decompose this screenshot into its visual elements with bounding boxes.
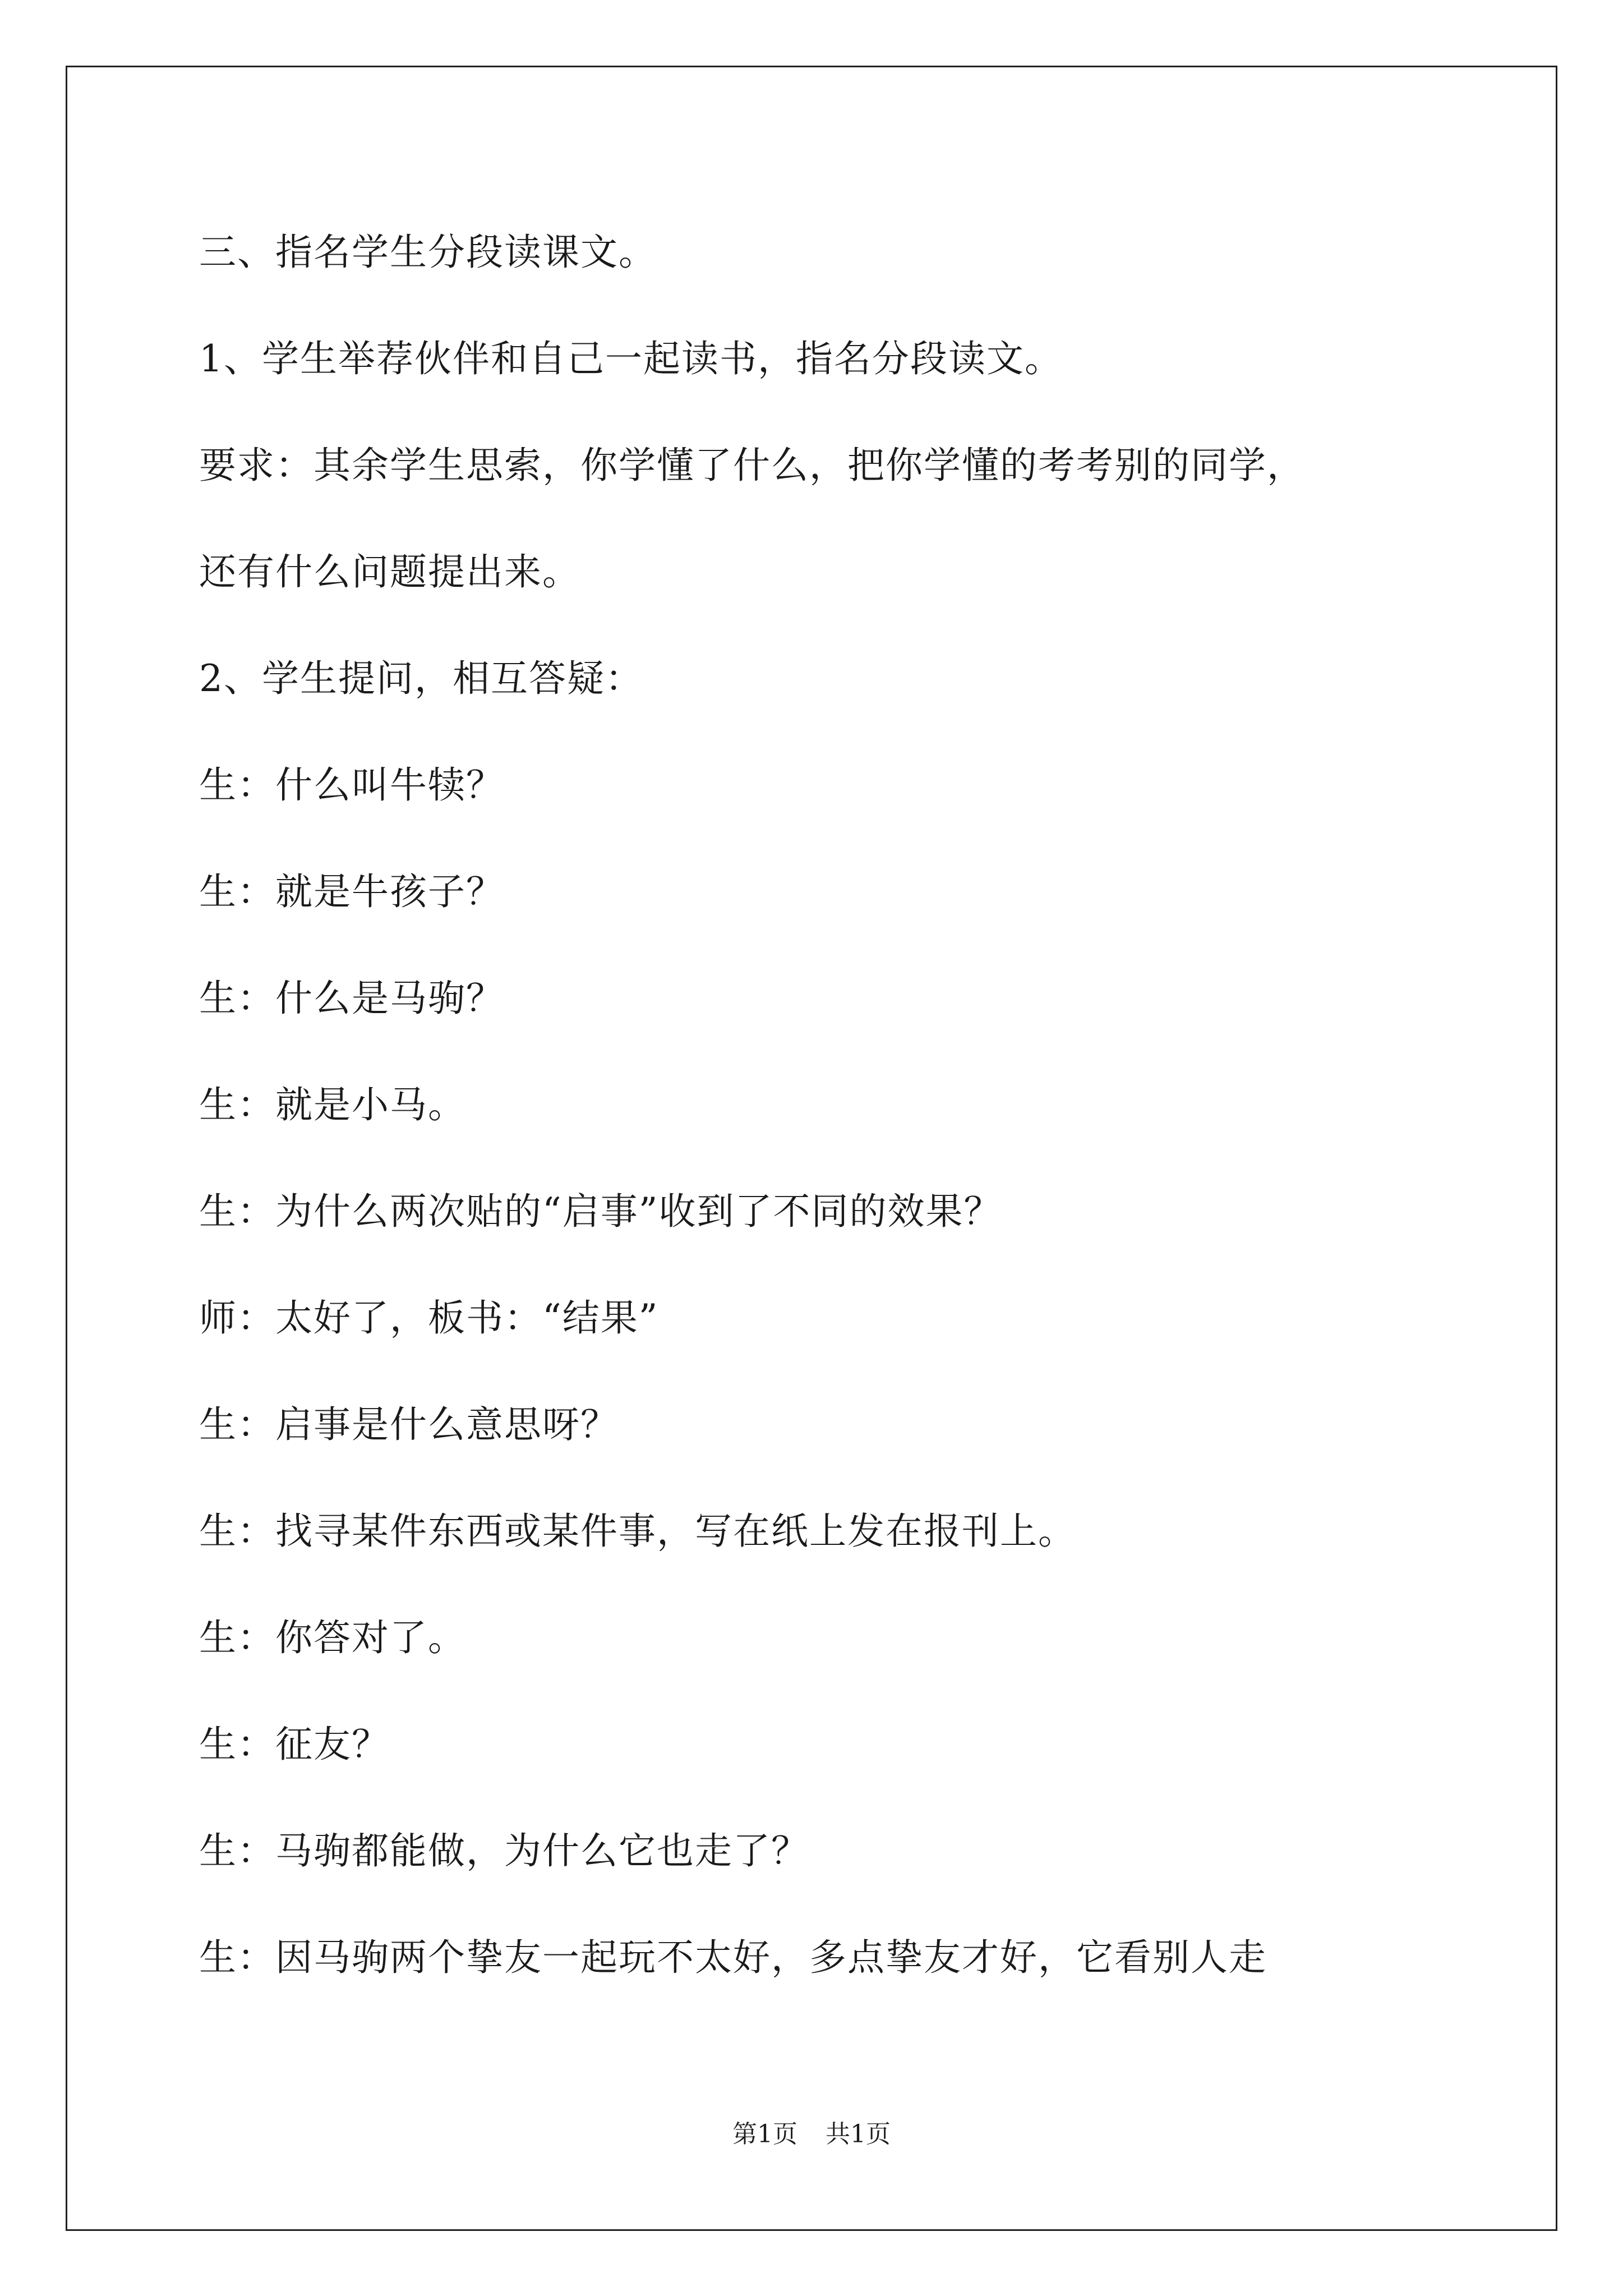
paragraph-4: 2、学生提问，相互答疑： — [199, 657, 643, 700]
page-number-current: 第1页 — [732, 2120, 797, 2148]
paragraph-3-continuation: 还有什么问题提出来。 — [199, 550, 580, 593]
paragraph-3: 要求：其余学生思索，你学懂了什么，把你学懂的考考别的同学， — [199, 444, 1305, 487]
paragraph-2: 1、学生举荐伙伴和自己一起读书，指名分段读文。 — [199, 337, 1063, 380]
page-footer — [0, 2118, 1623, 2151]
dialogue-line-2: 生：就是牛孩子？ — [199, 870, 504, 913]
dialogue-line-12: 生：因马驹两个挚友一起玩不太好，多点挚友才好，它看别人走 — [199, 1936, 1267, 1979]
dialogue-line-6: 师：太好了，板书：“结果” — [199, 1296, 659, 1340]
dialogue-line-4: 生：就是小马。 — [199, 1083, 466, 1126]
dialogue-line-8: 生：找寻某件东西或某件事，写在纸上发在报刊上。 — [199, 1510, 1076, 1553]
dialogue-line-11: 生：马驹都能做，为什么它也走了？ — [199, 1829, 809, 1872]
page-number-total: 共1页 — [826, 2120, 891, 2148]
dialogue-line-5: 生：为什么两次贴的“启事”收到了不同的效果？ — [199, 1190, 1002, 1233]
dialogue-line-1: 生：什么叫牛犊？ — [199, 763, 504, 807]
dialogue-line-10: 生：征友？ — [199, 1723, 390, 1766]
dialogue-line-3: 生：什么是马驹？ — [199, 977, 504, 1020]
paragraph-1: 三、指名学生分段读课文。 — [199, 231, 657, 274]
dialogue-line-9: 生：你答对了。 — [199, 1616, 466, 1659]
dialogue-line-7: 生：启事是什么意思呀？ — [199, 1403, 619, 1446]
